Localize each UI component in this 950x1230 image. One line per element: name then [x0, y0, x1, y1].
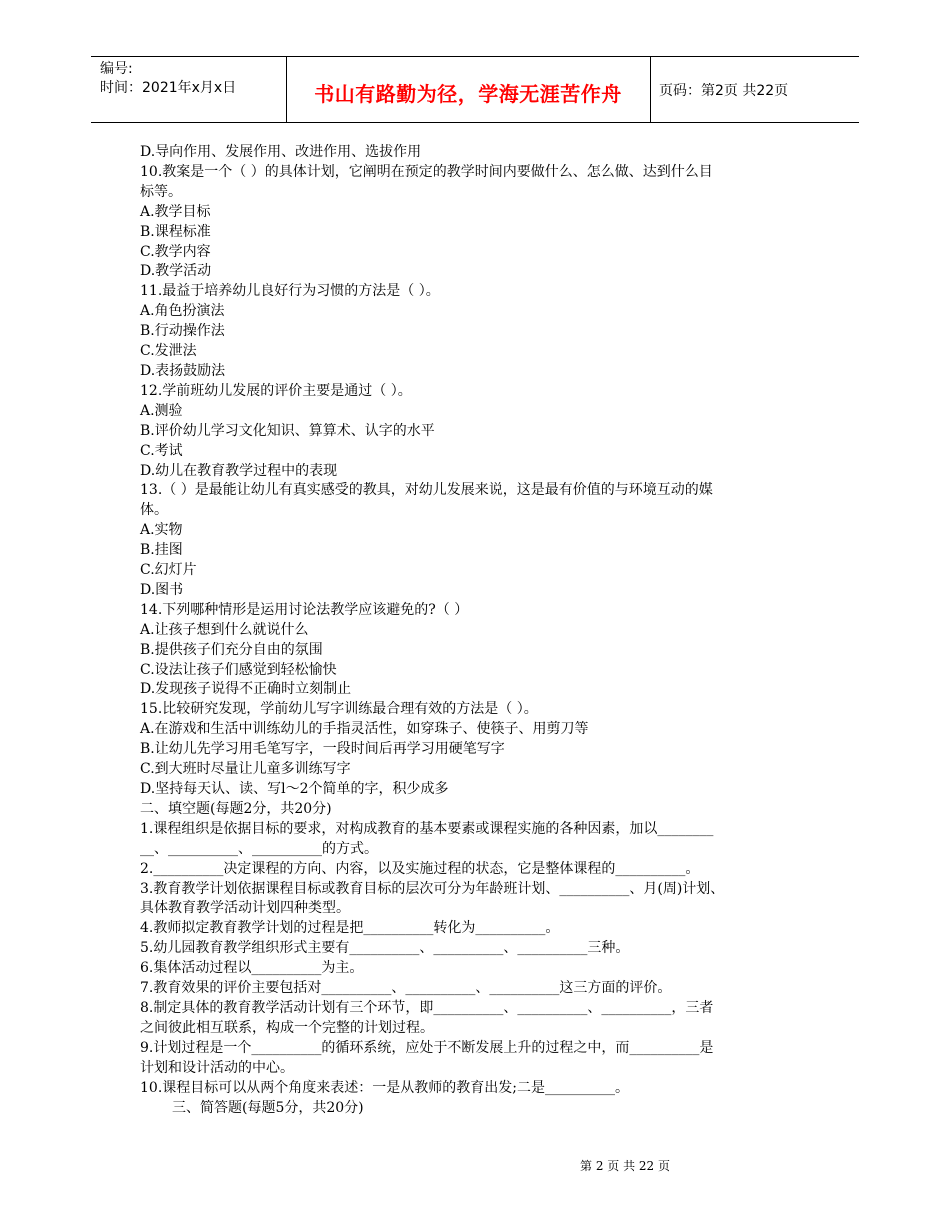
text-line: A.测验: [140, 402, 183, 419]
text-line: B.提供孩子们充分自由的氛围: [140, 641, 323, 658]
text-line: B.评价幼儿学习文化知识、算算术、认字的水平: [140, 422, 435, 439]
text-line: 具体教育教学活动计划四种类型。: [140, 900, 350, 917]
header-divider-right: [650, 56, 651, 122]
text-line: C.到大班时尽量让儿童多训练写字: [140, 761, 351, 778]
text-line: 5.幼儿园教育教学组织形式主要有__________、__________、__________三种。: [140, 940, 630, 957]
text-line: 10.教案是一个（ ）的具体计划，它阐明在预定的教学时间内要做什么、怎么做、达到什么目: [140, 163, 713, 180]
footer-page-number: 第 2 页 共 22 页: [580, 1159, 670, 1173]
text-line: 9.计划过程是一个__________的循环系统，应处于不断发展上升的过程之中，而__________是: [140, 1039, 714, 1056]
document-body: [140, 143, 820, 1118]
text-line: D.表扬鼓励法: [140, 362, 226, 379]
text-line: A.实物: [140, 522, 183, 539]
text-line: 6.集体活动过程以__________为主。: [140, 960, 364, 977]
text-line: D.坚持每天认、读、写l～2个简单的字，积少成多: [140, 781, 449, 797]
text-line: 之间彼此相互联系，构成一个完整的计划过程。: [140, 1019, 434, 1036]
text-line: 11.最益于培养幼儿良好行为习惯的方法是（ ）。: [140, 283, 440, 300]
text-line: B.课程标准: [140, 223, 211, 240]
text-line: D.幼儿在教育教学过程中的表现: [140, 462, 338, 479]
header-page-label: 页码：第2页 共22页: [659, 83, 789, 99]
text-line: 7.教育效果的评价主要包括对__________、__________、__________这三方面的评价。: [140, 980, 672, 997]
text-line: C.发泄法: [140, 343, 197, 360]
text-line: 标等。: [140, 183, 182, 200]
text-line: 12.学前班幼儿发展的评价主要是通过（ ）。: [140, 382, 412, 399]
text-line: 计划和设计活动的中心。: [140, 1059, 294, 1076]
text-line: D.教学活动: [140, 263, 212, 280]
text-line: A.教学目标: [140, 203, 211, 220]
text-line: D.发现孩子说得不正确时立刻制止: [140, 681, 352, 698]
text-line: D.导向作用、发展作用、改进作用、选拔作用: [140, 144, 422, 160]
text-line: B.让幼儿先学习用毛笔写字，一段时间后再学习用硬笔写字: [140, 741, 505, 758]
text-line: A.在游戏和生活中训练幼儿的手指灵活性，如穿珠子、使筷子、用剪刀等: [140, 721, 589, 738]
text-line: 2.__________决定课程的方向、内容，以及实施过程的状态，它是整体课程的__________。: [140, 860, 700, 877]
text-line: 14.下列哪种情形是运用讨论法教学应该避免的?（ ）: [140, 601, 469, 618]
text-line: 3.教育教学计划依据课程目标或教育目标的层次可分为年龄班计划、__________、月(周)计划、: [140, 880, 725, 897]
header-bottom-rule: [91, 122, 859, 123]
text-line: C.教学内容: [140, 243, 211, 260]
page-footer: [0, 1157, 950, 1174]
text-line: C.考试: [140, 442, 183, 459]
text-line: C.幻灯片: [140, 562, 197, 579]
text-line: C.设法让孩子们感觉到轻松愉快: [140, 661, 337, 678]
text-line: B.挂图: [140, 542, 183, 559]
text-line: D.图书: [140, 581, 184, 598]
text-line: 4.教师拟定教育教学计划的过程是把__________转化为__________。: [140, 920, 560, 937]
text-line: B.行动操作法: [140, 323, 225, 340]
text-line: 10.课程目标可以从两个角度来表述：一是从教师的教育出发;二是__________。: [140, 1079, 629, 1096]
text-line: 15.比较研究发现，学前幼儿写字训练最合理有效的方法是（ ）。: [140, 701, 538, 718]
text-line: A.让孩子想到什么就说什么: [140, 621, 309, 638]
header-motto: 书山有路勤为径，学海无涯苦作舟: [314, 82, 622, 106]
number-label: 编号:: [100, 61, 133, 77]
text-line: 三、简答题(每题5分，共20分): [172, 1099, 364, 1116]
header-left-cell: [100, 60, 236, 98]
text-line: 体。: [140, 502, 168, 519]
text-line: 二、填空题(每题2分，共20分): [140, 800, 332, 817]
text-line: __、__________、__________的方式。: [140, 840, 378, 857]
header-top-rule: [91, 56, 859, 57]
text-line: 1.课程组织是依据目标的要求，对构成教育的基本要素或课程实施的各种因素，加以________: [140, 820, 714, 837]
time-label: 时间：2021年x月x日: [100, 80, 237, 96]
text-line: 8.制定具体的教育教学活动计划有三个环节，即__________、__________、__________，三者: [140, 999, 714, 1016]
text-line: A.角色扮演法: [140, 303, 225, 320]
text-line: 13.（ ）是最能让幼儿有真实感受的教具，对幼儿发展来说，这是最有价值的与环境互动的媒: [140, 482, 713, 499]
